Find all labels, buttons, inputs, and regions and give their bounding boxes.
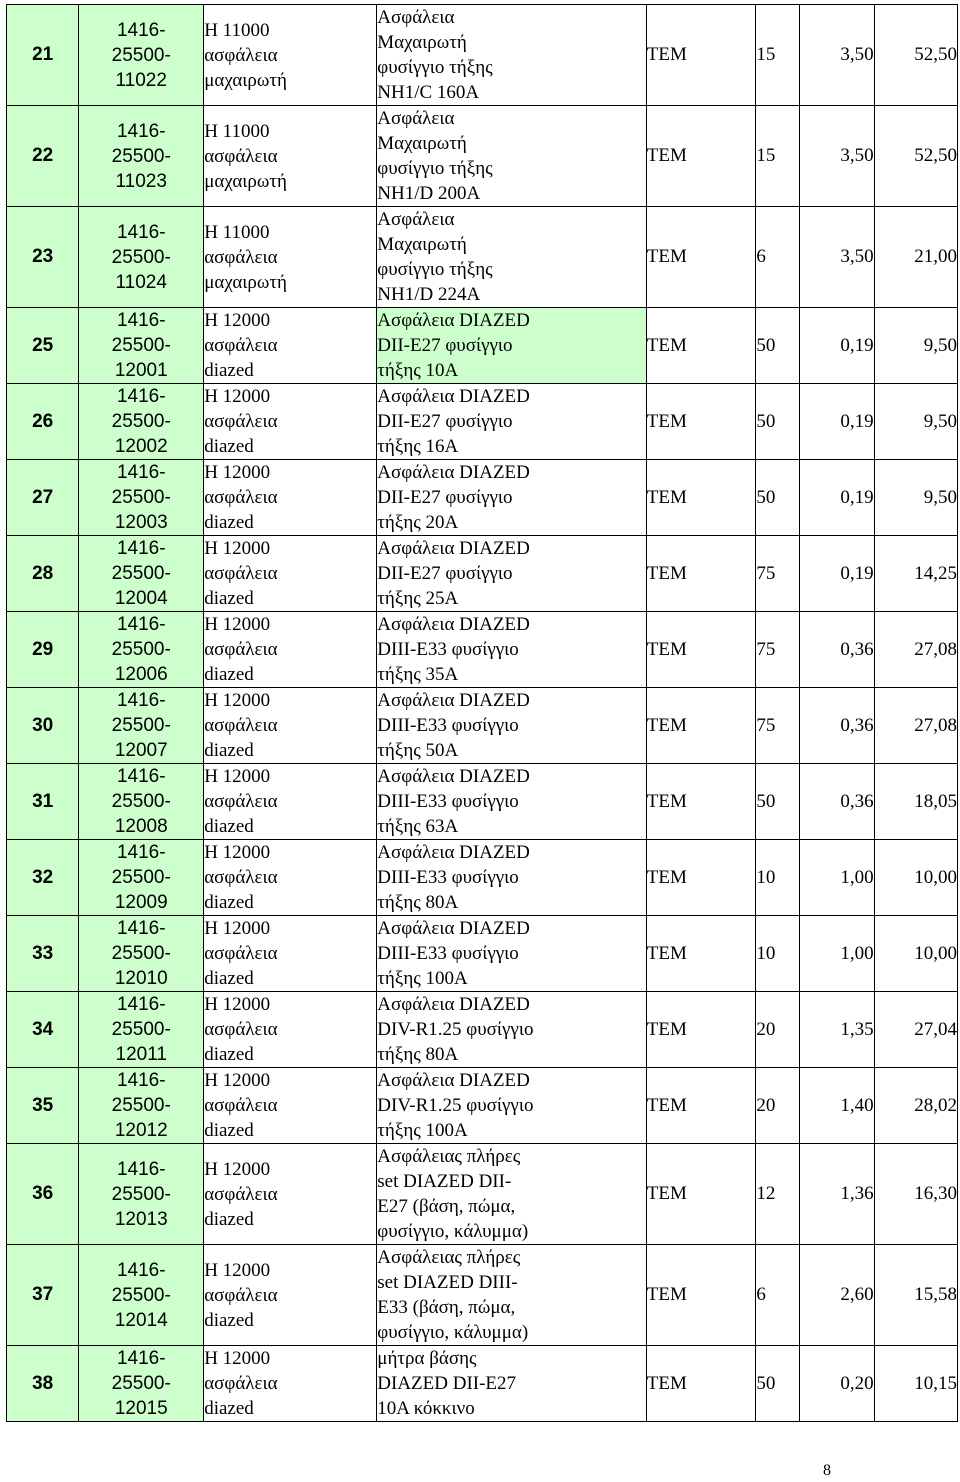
item-description: Ασφάλεια Μαχαιρωτή φυσίγγιο τήξης NH1/C 160A — [377, 7, 493, 103]
row-number: 27 — [32, 486, 54, 508]
item-code: 1416- 25500- 12012 — [111, 1070, 171, 1141]
unit-cell — [646, 1068, 756, 1144]
line-total: 10,00 — [914, 866, 957, 888]
row-number: 35 — [32, 1094, 54, 1116]
row-number: 26 — [32, 410, 54, 432]
row-number: 36 — [32, 1183, 54, 1204]
item-type: Η 12000 ασφάλεια diazed — [204, 842, 278, 913]
line-total: 21,00 — [914, 246, 957, 267]
row-number-cell — [7, 460, 79, 536]
item-description-cell — [377, 992, 647, 1068]
unit-price: 0,19 — [840, 410, 874, 432]
item-description: Ασφάλεια DIAZED DIII-E33 φυσίγγιο τήξης 50A — [377, 690, 530, 761]
line-total-cell — [874, 992, 957, 1068]
row-number: 22 — [32, 145, 54, 166]
item-type-cell — [204, 764, 377, 840]
item-description: Ασφάλεια DIAZED DIII-E33 φυσίγγιο τήξης 35A — [377, 614, 530, 685]
item-description-cell — [377, 612, 647, 688]
unit: ΤΕΜ — [646, 410, 687, 432]
unit-cell — [646, 106, 756, 207]
item-type: Η 12000 ασφάλεια diazed — [204, 994, 278, 1065]
item-description: Ασφάλεια DIAZED DIV-R1.25 φυσίγγιο τήξης 100A — [377, 1070, 534, 1141]
table-row — [7, 612, 958, 688]
item-code: 1416- 25500- 12008 — [111, 766, 171, 837]
item-code-cell — [79, 308, 204, 384]
quantity: 50 — [756, 334, 776, 356]
unit-price: 1,00 — [840, 942, 874, 964]
row-number: 33 — [32, 942, 54, 964]
quantity: 15 — [756, 145, 776, 166]
item-type-cell — [204, 5, 377, 106]
item-type: Η 12000 ασφάλεια diazed — [204, 918, 278, 989]
unit: ΤΕΜ — [646, 1183, 687, 1204]
item-description-cell — [377, 536, 647, 612]
table-row — [7, 1144, 958, 1245]
item-type: Η 12000 ασφάλεια diazed — [204, 1158, 278, 1230]
item-code: 1416- 25500- 12015 — [111, 1348, 171, 1419]
quantity-cell — [756, 840, 800, 916]
item-code-cell — [79, 460, 204, 536]
row-number: 28 — [32, 562, 54, 584]
unit-cell — [646, 688, 756, 764]
row-number-cell — [7, 106, 79, 207]
line-total: 28,02 — [914, 1094, 957, 1116]
item-code-cell — [79, 612, 204, 688]
unit-cell — [646, 384, 756, 460]
quantity-cell — [756, 764, 800, 840]
line-total-cell — [874, 384, 957, 460]
unit-price-cell — [800, 1346, 875, 1422]
unit-price-cell — [800, 1144, 875, 1245]
unit-price-cell — [800, 384, 875, 460]
unit-cell — [646, 840, 756, 916]
row-number-cell — [7, 688, 79, 764]
item-code: 1416- 25500- 12014 — [111, 1259, 171, 1331]
item-description-cell — [377, 688, 647, 764]
item-type: Η 12000 ασφάλεια diazed — [204, 462, 278, 533]
unit: ΤΕΜ — [646, 246, 687, 267]
item-description-cell — [377, 207, 647, 308]
line-total-cell — [874, 916, 957, 992]
table-body — [7, 5, 958, 1422]
quantity-cell — [756, 1245, 800, 1346]
item-code-cell — [79, 1068, 204, 1144]
table-row — [7, 1346, 958, 1422]
item-code-cell — [79, 207, 204, 308]
item-type: Η 12000 ασφάλεια diazed — [204, 310, 278, 381]
row-number-cell — [7, 840, 79, 916]
item-description-cell — [377, 1144, 647, 1245]
unit-price-cell — [800, 840, 875, 916]
line-total: 52,50 — [914, 145, 957, 166]
line-total: 10,15 — [914, 1372, 957, 1394]
unit-price-cell — [800, 106, 875, 207]
unit-price-cell — [800, 5, 875, 106]
quantity-cell — [756, 308, 800, 384]
unit-price-cell — [800, 764, 875, 840]
unit-price: 3,50 — [840, 145, 874, 166]
item-type: Η 12000 ασφάλεια diazed — [204, 1070, 278, 1141]
unit-price: 1,35 — [840, 1018, 874, 1040]
item-description-cell — [377, 764, 647, 840]
item-description-cell — [377, 5, 647, 106]
item-type-cell — [204, 688, 377, 764]
item-code-cell — [79, 840, 204, 916]
unit-cell — [646, 460, 756, 536]
item-code-cell — [79, 1245, 204, 1346]
unit-price: 0,36 — [840, 638, 874, 660]
row-number: 37 — [32, 1284, 54, 1305]
unit: ΤΕΜ — [646, 145, 687, 166]
unit-price: 1,40 — [840, 1094, 874, 1116]
item-code-cell — [79, 1346, 204, 1422]
unit-price: 0,19 — [840, 562, 874, 584]
unit-cell — [646, 992, 756, 1068]
item-code-cell — [79, 536, 204, 612]
table-row — [7, 5, 958, 106]
item-type: Η 12000 ασφάλεια diazed — [204, 690, 278, 761]
table-row — [7, 536, 958, 612]
line-total: 9,50 — [923, 410, 957, 432]
item-description: Ασφάλειας πλήρες set DIAZED DII- E27 (βάση, πώμα, φυσίγγιο, κάλυμμα) — [377, 1146, 529, 1242]
table-row — [7, 840, 958, 916]
unit-price-cell — [800, 460, 875, 536]
row-number-cell — [7, 5, 79, 106]
table-row — [7, 384, 958, 460]
item-code: 1416- 25500- 12009 — [111, 842, 171, 913]
unit: ΤΕΜ — [646, 1372, 687, 1394]
item-type-cell — [204, 536, 377, 612]
unit: ΤΕΜ — [646, 44, 687, 65]
table-row — [7, 106, 958, 207]
item-description: Ασφάλεια DIAZED DII-E27 φυσίγγιο τήξης 25A — [377, 538, 530, 609]
item-type: Η 11000 ασφάλεια μαχαιρωτή — [204, 19, 287, 91]
unit-price: 1,36 — [840, 1183, 874, 1204]
line-total: 27,08 — [914, 638, 957, 660]
item-type-cell — [204, 916, 377, 992]
unit: ΤΕΜ — [646, 334, 687, 356]
unit: ΤΕΜ — [646, 942, 687, 964]
quantity: 10 — [756, 942, 776, 964]
item-type-cell — [204, 1245, 377, 1346]
item-description-cell — [377, 1245, 647, 1346]
quantity-cell — [756, 106, 800, 207]
item-type: Η 11000 ασφάλεια μαχαιρωτή — [204, 120, 287, 192]
unit-price: 0,20 — [840, 1372, 874, 1394]
item-description-cell — [377, 1346, 647, 1422]
item-code-cell — [79, 384, 204, 460]
line-total-cell — [874, 460, 957, 536]
row-number: 34 — [32, 1018, 54, 1040]
item-description-cell — [377, 384, 647, 460]
item-description: μήτρα βάσης DIAZED DII-E27 10A κόκκινο — [377, 1348, 517, 1419]
item-type-cell — [204, 207, 377, 308]
line-total-cell — [874, 688, 957, 764]
row-number-cell — [7, 764, 79, 840]
item-type-cell — [204, 840, 377, 916]
unit-price: 0,36 — [840, 714, 874, 736]
item-description: Ασφάλεια DIAZED DIII-E33 φυσίγγιο τήξης 80A — [377, 842, 530, 913]
item-description: Ασφάλεια DIAZED DII-E27 φυσίγγιο τήξης 16A — [377, 386, 530, 457]
item-description-cell — [377, 308, 647, 384]
unit: ΤΕΜ — [646, 790, 687, 812]
line-total-cell — [874, 1068, 957, 1144]
quantity: 75 — [756, 562, 776, 584]
row-number: 21 — [32, 44, 54, 65]
item-type-cell — [204, 1144, 377, 1245]
line-total-cell — [874, 106, 957, 207]
line-total: 16,30 — [914, 1183, 957, 1204]
item-description: Ασφάλειας πλήρες set DIAZED DIII- E33 (βάση, πώμα, φυσίγγιο, κάλυμμα) — [377, 1247, 529, 1343]
item-code: 1416- 25500- 12010 — [111, 918, 171, 989]
unit-cell — [646, 916, 756, 992]
unit-cell — [646, 308, 756, 384]
line-total-cell — [874, 308, 957, 384]
line-total: 10,00 — [914, 942, 957, 964]
item-description: Ασφάλεια DIAZED DIV-R1.25 φυσίγγιο τήξης 80A — [377, 994, 534, 1065]
quantity-cell — [756, 1068, 800, 1144]
item-description: Ασφάλεια Μαχαιρωτή φυσίγγιο τήξης NH1/D 200A — [377, 108, 493, 204]
quantity-cell — [756, 5, 800, 106]
unit: ΤΕΜ — [646, 714, 687, 736]
item-type-cell — [204, 384, 377, 460]
quantity-cell — [756, 612, 800, 688]
quantity: 75 — [756, 714, 776, 736]
unit-cell — [646, 536, 756, 612]
item-code: 1416- 25500- 12007 — [111, 690, 171, 761]
item-type: Η 12000 ασφάλεια diazed — [204, 386, 278, 457]
unit-price: 3,50 — [840, 246, 874, 267]
item-code: 1416- 25500- 12003 — [111, 462, 171, 533]
quantity: 50 — [756, 1372, 776, 1394]
quantity: 20 — [756, 1018, 776, 1040]
line-total-cell — [874, 5, 957, 106]
unit-cell — [646, 1245, 756, 1346]
table-row — [7, 688, 958, 764]
unit-price-cell — [800, 916, 875, 992]
item-type: Η 11000 ασφάλεια μαχαιρωτή — [204, 221, 287, 293]
unit-price: 3,50 — [840, 44, 874, 65]
unit: ΤΕΜ — [646, 1284, 687, 1305]
row-number: 23 — [32, 246, 54, 267]
item-code: 1416- 25500- 11024 — [111, 221, 171, 293]
price-table — [6, 4, 958, 1422]
unit-price: 2,60 — [840, 1284, 874, 1305]
line-total-cell — [874, 1144, 957, 1245]
line-total: 52,50 — [914, 44, 957, 65]
quantity: 6 — [756, 246, 766, 267]
line-total-cell — [874, 207, 957, 308]
row-number: 32 — [32, 866, 54, 888]
item-description-cell — [377, 916, 647, 992]
quantity-cell — [756, 384, 800, 460]
unit-price-cell — [800, 992, 875, 1068]
item-code: 1416- 25500- 11023 — [111, 120, 171, 192]
item-code-cell — [79, 106, 204, 207]
table-row — [7, 207, 958, 308]
table-row — [7, 1245, 958, 1346]
row-number-cell — [7, 207, 79, 308]
quantity: 6 — [756, 1284, 766, 1305]
item-type: Η 12000 ασφάλεια diazed — [204, 614, 278, 685]
unit-price: 0,19 — [840, 334, 874, 356]
quantity: 50 — [756, 410, 776, 432]
unit-price-cell — [800, 308, 875, 384]
item-type-cell — [204, 992, 377, 1068]
unit-price-cell — [800, 688, 875, 764]
unit-price-cell — [800, 612, 875, 688]
table-row — [7, 1068, 958, 1144]
item-code-cell — [79, 1144, 204, 1245]
row-number-cell — [7, 308, 79, 384]
unit-cell — [646, 1346, 756, 1422]
row-number: 38 — [32, 1372, 54, 1394]
unit-price-cell — [800, 536, 875, 612]
quantity: 50 — [756, 790, 776, 812]
line-total: 27,04 — [914, 1018, 957, 1040]
row-number-cell — [7, 1144, 79, 1245]
quantity-cell — [756, 536, 800, 612]
unit-price-cell — [800, 207, 875, 308]
unit: ΤΕΜ — [646, 486, 687, 508]
item-code: 1416- 25500- 12013 — [111, 1158, 171, 1230]
row-number-cell — [7, 1068, 79, 1144]
quantity-cell — [756, 460, 800, 536]
unit-cell — [646, 207, 756, 308]
quantity: 20 — [756, 1094, 776, 1116]
table-row — [7, 992, 958, 1068]
line-total: 9,50 — [923, 334, 957, 356]
quantity: 15 — [756, 44, 776, 65]
line-total-cell — [874, 764, 957, 840]
unit: ΤΕΜ — [646, 562, 687, 584]
item-description: Ασφάλεια DIAZED DIII-E33 φυσίγγιο τήξης 63A — [377, 766, 530, 837]
item-description: Ασφάλεια Μαχαιρωτή φυσίγγιο τήξης NH1/D 224A — [377, 209, 493, 305]
quantity: 10 — [756, 866, 776, 888]
item-code-cell — [79, 688, 204, 764]
line-total: 9,50 — [923, 486, 957, 508]
unit-price-cell — [800, 1068, 875, 1144]
line-total: 27,08 — [914, 714, 957, 736]
quantity: 12 — [756, 1183, 776, 1204]
unit-price: 0,19 — [840, 486, 874, 508]
row-number-cell — [7, 612, 79, 688]
item-type-cell — [204, 308, 377, 384]
item-code-cell — [79, 764, 204, 840]
unit-cell — [646, 764, 756, 840]
line-total: 14,25 — [914, 562, 957, 584]
item-type-cell — [204, 106, 377, 207]
unit-price: 0,36 — [840, 790, 874, 812]
line-total-cell — [874, 840, 957, 916]
row-number-cell — [7, 1245, 79, 1346]
quantity-cell — [756, 1346, 800, 1422]
line-total: 15,58 — [914, 1284, 957, 1305]
quantity-cell — [756, 992, 800, 1068]
item-type-cell — [204, 612, 377, 688]
item-code-cell — [79, 916, 204, 992]
item-description: Ασφάλεια DIAZED DII-E27 φυσίγγιο τήξης 20A — [377, 462, 530, 533]
line-total-cell — [874, 1346, 957, 1422]
quantity-cell — [756, 916, 800, 992]
row-number: 29 — [32, 638, 54, 660]
quantity: 50 — [756, 486, 776, 508]
row-number: 31 — [32, 790, 54, 812]
row-number: 25 — [32, 334, 54, 356]
item-type-cell — [204, 1346, 377, 1422]
unit-cell — [646, 612, 756, 688]
quantity: 75 — [756, 638, 776, 660]
line-total-cell — [874, 536, 957, 612]
table-row — [7, 764, 958, 840]
item-description-cell — [377, 106, 647, 207]
row-number-cell — [7, 916, 79, 992]
row-number-cell — [7, 536, 79, 612]
table-row — [7, 916, 958, 992]
page-number: 8 — [823, 1462, 831, 1479]
unit: ΤΕΜ — [646, 1018, 687, 1040]
row-number: 30 — [32, 714, 54, 736]
row-number-cell — [7, 384, 79, 460]
item-code: 1416- 25500- 12006 — [111, 614, 171, 685]
item-type-cell — [204, 1068, 377, 1144]
item-description: Ασφάλεια DIAZED DIII-E33 φυσίγγιο τήξης 100A — [377, 918, 530, 989]
line-total-cell — [874, 612, 957, 688]
quantity-cell — [756, 688, 800, 764]
unit-price-cell — [800, 1245, 875, 1346]
item-type: Η 12000 ασφάλεια diazed — [204, 1259, 278, 1331]
item-description: Ασφάλεια DIAZED DII-E27 φυσίγγιο τήξης 10A — [377, 310, 530, 381]
item-code: 1416- 25500- 12004 — [111, 538, 171, 609]
unit-cell — [646, 1144, 756, 1245]
item-description-cell — [377, 840, 647, 916]
row-number-cell — [7, 1346, 79, 1422]
row-number-cell — [7, 992, 79, 1068]
line-total-cell — [874, 1245, 957, 1346]
unit: ΤΕΜ — [646, 638, 687, 660]
item-code: 1416- 25500- 12001 — [111, 310, 171, 381]
price-table-container — [6, 4, 958, 1422]
item-type: Η 12000 ασφάλεια diazed — [204, 538, 278, 609]
item-type: Η 12000 ασφάλεια diazed — [204, 766, 278, 837]
unit: ΤΕΜ — [646, 1094, 687, 1116]
item-type: Η 12000 ασφάλεια diazed — [204, 1348, 278, 1419]
item-code: 1416- 25500- 12011 — [111, 994, 171, 1065]
quantity-cell — [756, 1144, 800, 1245]
table-row — [7, 460, 958, 536]
quantity-cell — [756, 207, 800, 308]
item-code-cell — [79, 992, 204, 1068]
table-row — [7, 308, 958, 384]
item-code: 1416- 25500- 11022 — [111, 19, 171, 91]
item-description-cell — [377, 1068, 647, 1144]
item-code: 1416- 25500- 12002 — [111, 386, 171, 457]
line-total: 18,05 — [914, 790, 957, 812]
unit-price: 1,00 — [840, 866, 874, 888]
item-description-cell — [377, 460, 647, 536]
item-code-cell — [79, 5, 204, 106]
unit-cell — [646, 5, 756, 106]
item-type-cell — [204, 460, 377, 536]
unit: ΤΕΜ — [646, 866, 687, 888]
